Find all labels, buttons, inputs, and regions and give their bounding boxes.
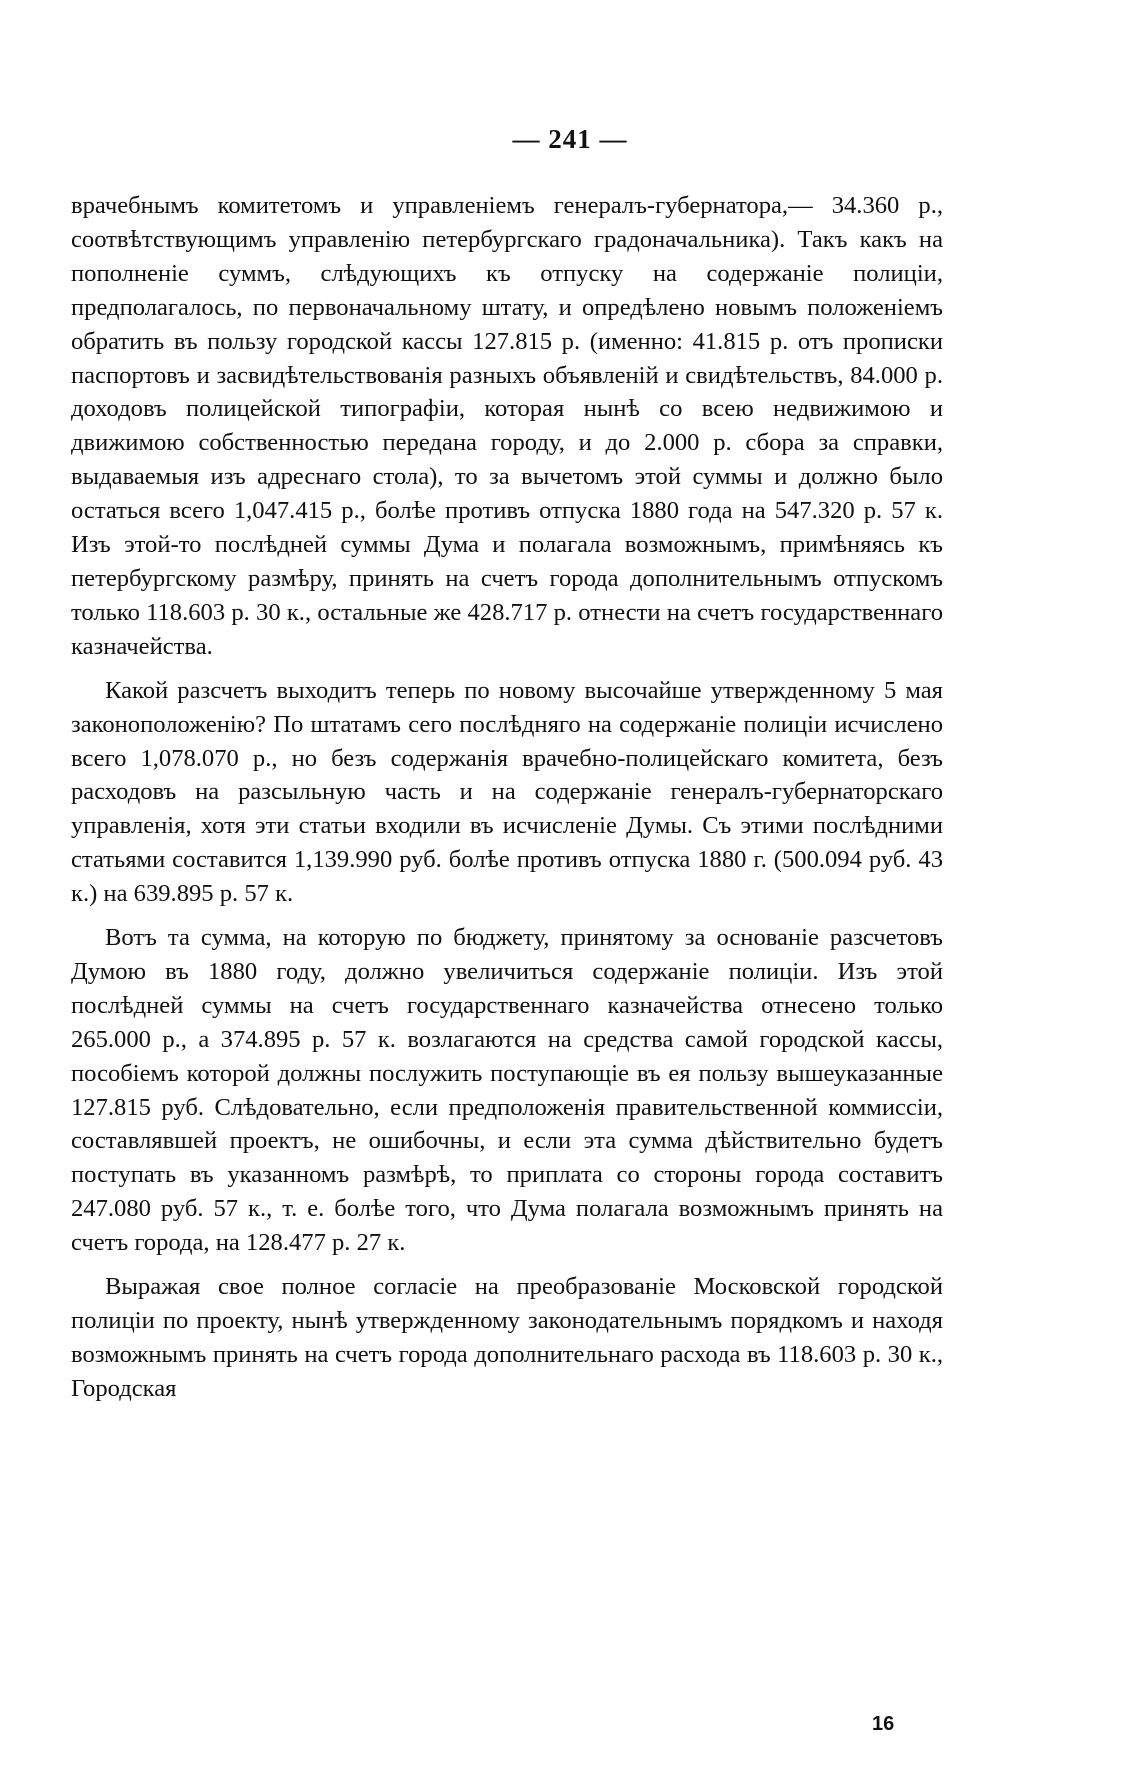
paragraph-2: Какой разсчетъ выходитъ теперь по новому высочайше утвержденному 5 мая законоположенію? По штатамъ сего послѣдняго на содержаніе полиціи исчислено всего 1,078.070 р., но безъ содержанія врачебно-полицейскаго комитета, безъ расходовъ на разсыльную часть и на содержаніе генералъ-губернаторскаго управленія, хотя эти статьи входили въ исчисленіе Думы. Съ этими послѣдними статьями составится 1,139.990 руб. болѣе противъ отпуска 1880 г. (500.094 руб. 43 к.) на 639.895 р. 57 к.: [71, 676, 943, 908]
body-text: [71, 189, 943, 1416]
paragraph-4: Выражая свое полное согласіе на преобразованіе Московской городской полиціи по проекту, нынѣ утвержденному законодательнымъ порядкомъ и находя возможнымъ принять на счетъ города дополнительнаго расхода въ 118.603 р. 30 к., Городская: [71, 1273, 943, 1402]
paragraph-1: врачебнымъ комитетомъ и управленіемъ генералъ-губернатора,— 34.360 р., соотвѣтствующимъ управленію петербургскаго градоначальника). Такъ какъ на пополненіе суммъ, слѣдующихъ къ отпуску на содержаніе полиціи, предполагалось, по первоначальному штату, и опредѣлено новымъ положеніемъ обратить въ пользу городской кассы 127.815 р. (именно: 41.815 р. отъ прописки паспортовъ и засвидѣтельствованія разныхъ объявленій и свидѣтельствъ, 84.000 р. доходовъ полицейской типографіи, которая нынѣ со всею недвижимою и движимою собственностью передана городу, и до 2.000 р. сбора за справки, выдаваемыя изъ адреснаго стола), то за вычетомъ этой суммы и должно было остаться всего 1,047.415 р., болѣе противъ отпуска 1880 года на 547.320 р. 57 к. Изъ этой-то послѣдней суммы Дума и полагала возможнымъ, примѣняясь къ петербургскому размѣру, принять на счетъ города дополнительнымъ отпускомъ только 118.603 р. 30 к., остальные же 428.717 р. отнести на счетъ государственнаго казначейства.: [71, 192, 943, 660]
printer-signature-mark: 16: [872, 1713, 895, 1735]
page-number: — 241 —: [512, 124, 628, 154]
paragraph-3: Вотъ та сумма, на которую по бюджету, принятому за основаніе разсчетовъ Думою въ 1880 году, должно увеличиться содержаніе полиціи. Изъ этой послѣдней суммы на счетъ государственнаго казначейства отнесено только 265.000 р., а 374.895 р. 57 к. возлагаются на средства самой городской кассы, пособіемъ которой должны послужить поступающіе въ ея пользу вышеуказанные 127.815 руб. Слѣдовательно, если предположенія правительственной коммиссіи, составлявшей проектъ, не ошибочны, и если эта сумма дѣйствительно будетъ поступать въ указанномъ размѣрѣ, то приплата со стороны города составитъ 247.080 руб. 57 к., т. е. болѣе того, что Дума полагала возможнымъ принять на счетъ города, на 128.477 р. 27 к.: [71, 924, 943, 1257]
